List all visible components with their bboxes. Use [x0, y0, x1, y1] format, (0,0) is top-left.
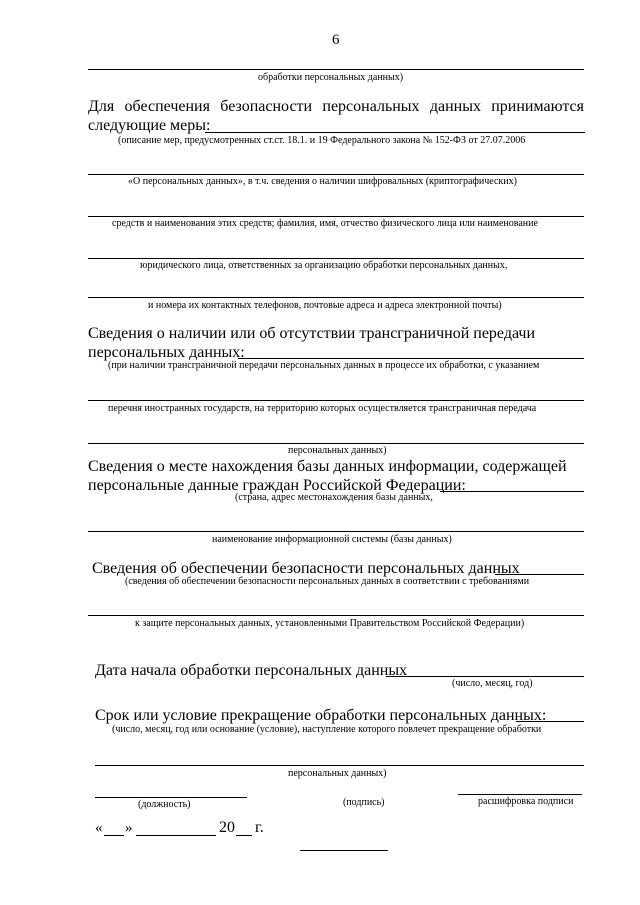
section-heading-crossborder: Сведения о наличии или об отсутствии трансграничной передачи [88, 325, 536, 342]
month-field[interactable] [136, 835, 216, 836]
caption: (число, месяц, год) [452, 678, 533, 689]
bottom-line [300, 850, 388, 851]
caption: наименование информационной системы (базы данных) [212, 534, 452, 545]
page-number: 6 [332, 32, 340, 48]
section-heading-database: Сведения о месте нахождения базы данных информации, содержащей [88, 458, 567, 475]
caption: и номера их контактных телефонов, почтовые адреса и адреса электронной почты) [148, 300, 502, 311]
fill-line[interactable] [88, 174, 584, 175]
section-heading-crossborder-cont: персональных данных: [88, 344, 245, 361]
start-date-label: Дата начала обработки персональных данных [95, 662, 408, 679]
start-date-field[interactable] [386, 676, 584, 677]
fill-line[interactable] [88, 400, 584, 401]
caption: «О персональных данных», в т.ч. сведения о наличии шифровальных (криптографических) [128, 176, 517, 187]
fill-line[interactable] [88, 443, 584, 444]
fill-line[interactable] [88, 531, 584, 532]
fill-line[interactable] [88, 216, 584, 217]
fill-line[interactable] [516, 721, 584, 722]
caption: расшифровка подписи [478, 796, 574, 807]
position-field[interactable] [95, 797, 247, 798]
caption: (подпись) [343, 797, 385, 808]
fill-line[interactable] [495, 574, 584, 575]
caption: (страна, адрес местонахождения базы данных, [235, 492, 433, 503]
fill-line[interactable] [88, 69, 584, 70]
caption: (должность) [138, 799, 191, 810]
section-heading-database-cont: персональные данные граждан Российской Федерации: [88, 477, 466, 494]
decode-field[interactable] [458, 794, 582, 795]
fill-line[interactable] [88, 615, 584, 616]
caption: обработки персональных данных) [258, 72, 404, 83]
caption: (при наличии трансграничной передачи персональных данных в процессе их обработки, с указанием [108, 360, 540, 371]
date-open-quote: « [95, 820, 103, 836]
year-prefix: 20 [219, 819, 235, 836]
section-heading-security-cont: следующие меры: [88, 117, 211, 134]
caption: к защите персональных данных, установленными Правительством Российской Федерации) [135, 618, 525, 629]
caption: средств и наименования этих средств; фамилия, имя, отчество физического лица или наименование [112, 218, 538, 229]
fill-line[interactable] [88, 258, 584, 259]
caption: перечня иностранных государств, на территорию которых осуществляется трансграничная передача [108, 403, 537, 414]
caption: (сведения об обеспечении безопасности персональных данных в соответствии с требованиями [125, 576, 530, 587]
fill-line[interactable] [440, 491, 584, 492]
fill-line[interactable] [205, 132, 585, 133]
caption: персональных данных) [288, 445, 387, 456]
section-heading-term: Срок или условие прекращение обработки персональных данных: [95, 707, 547, 724]
section-heading-security-info: Сведения об обеспечении безопасности персональных данных [92, 560, 520, 577]
fill-line[interactable] [88, 297, 584, 298]
caption: (число, месяц, год или основание (условие), наступление которого повлечет прекращение обработки [112, 724, 542, 735]
caption: персональных данных) [288, 768, 387, 779]
section-heading-security: Для обеспечения безопасности персональных данных принимаются [88, 98, 584, 115]
fill-line[interactable] [95, 765, 584, 766]
caption: (описание мер, предусмотренных ст.ст. 18.1. и 19 Федерального закона № 152-ФЗ от 27.07.2006 [118, 135, 526, 146]
fill-line[interactable] [238, 358, 584, 359]
date-close-quote: » [125, 820, 133, 836]
day-field[interactable] [104, 835, 124, 836]
year-suffix: г. [255, 819, 264, 836]
caption: юридического лица, ответственных за организацию обработки персональных данных, [140, 260, 508, 271]
year-field[interactable] [236, 835, 252, 836]
